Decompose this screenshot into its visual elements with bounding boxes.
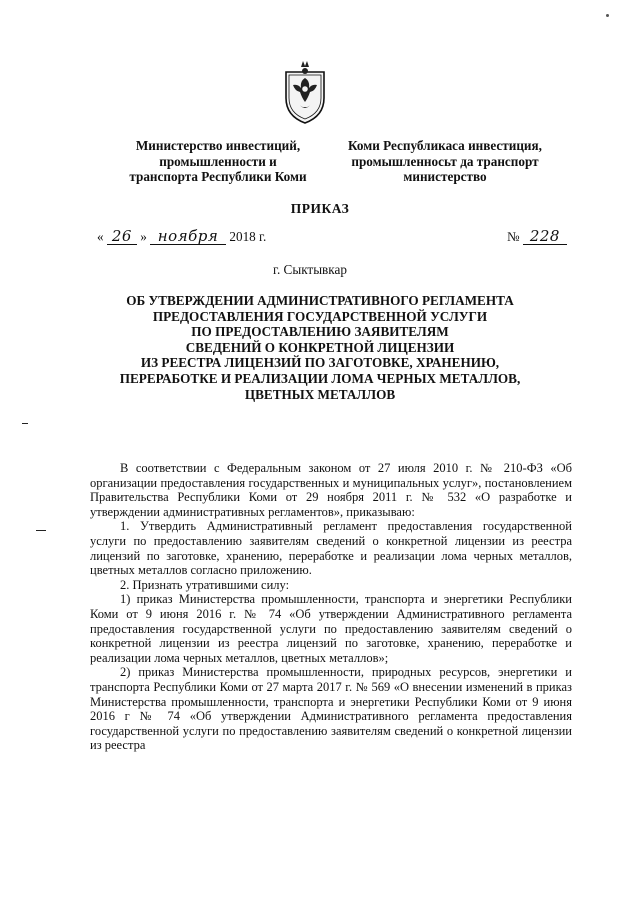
paragraph-repeal-item-2: 2) приказ Министерства промышленности, природных ресурсов, энергетики и транспорта Республики Коми от 27 марта 2017 г. № 569 «О внесении изменений в приказ Министерства промышленности, транспорта и энергетики Республики Коми от 9 июня 2016 г № 74 «Об утверждении Административного регламента предоставления государственной услуги по предоставлению заявителям сведений о конкретной лицензии из реестра [90,665,572,753]
date-month: ноября [150,229,226,245]
date-day: 26 [107,229,137,245]
document-heading: ОБ УТВЕРЖДЕНИИ АДМИНИСТРАТИВНОГО РЕГЛАМЕНТА ПРЕДОСТАВЛЕНИЯ ГОСУДАРСТВЕННОЙ УСЛУГИ ПО ПРЕДОСТАВЛЕНИЮ ЗАЯВИТЕЛЯМ СВЕДЕНИЙ О КОНКРЕТНОЙ ЛИЦЕНЗИИ ИЗ РЕЕСТРА ЛИЦЕНЗИЙ ПО ЗАГОТОВКЕ, ХРАНЕНИЮ, ПЕРЕРАБОТКЕ И РЕАЛИЗАЦИИ ЛОМА ЧЕРНЫХ МЕТАЛЛОВ, ЦВЕТНЫХ МЕТАЛЛОВ [119,293,521,402]
ministry-name-komi: Коми Республикаса инвестиция, промышленносьт да транспорт министерство [348,138,542,184]
date-year: 2018 г. [229,229,267,244]
coat-of-arms-emblem [283,58,327,124]
paragraph-preamble: В соответствии с Федеральным законом от 27 июля 2010 г. № 210-ФЗ «Об организации предоставления государственных и муниципальных услуг», постановлением Правительства Республики Коми от 29 ноября 2011 г. № 532 «О разработке и утверждении административных регламентов», приказываю: [90,461,572,519]
paragraph-approve: 1. Утвердить Административный регламент предоставления государственной услуги по предоставлению заявителям сведений о конкретной лицензии из реестра лицензий по заготовке, хранению, переработке и реализации лома черных металлов, цветных металлов согласно приложению. [90,519,572,578]
paragraph-repeal-intro: 2. Признать утратившими силу: [120,577,290,592]
document-body [90,461,572,753]
date-close-quote: » [140,229,147,244]
number-value: 228 [523,229,567,245]
scan-mark [22,423,28,424]
scan-speck [606,14,609,17]
number-sign: № [507,229,520,244]
order-number [507,229,567,245]
date-open-quote: « [97,229,104,244]
ministry-name-russian: Министерство инвестиций, промышленности и транспорта Республики Коми [129,138,307,184]
scan-mark [36,530,46,531]
order-date [97,229,266,245]
order-title: ПРИКАЗ [290,201,350,216]
paragraph-repeal-item-1: 1) приказ Министерства промышленности, транспорта и энергетики Республики Коми от 9 июня 2016 г. № 74 «Об утверждении Административного регламента предоставления государственной услуги по предоставлению заявителям сведений о конкретной лицензии из реестра лицензий по заготовке, хранению, переработке и реализации лома черных металлов, цветных металлов»; [90,592,572,665]
city-line: г. Сыктывкар [273,262,347,277]
